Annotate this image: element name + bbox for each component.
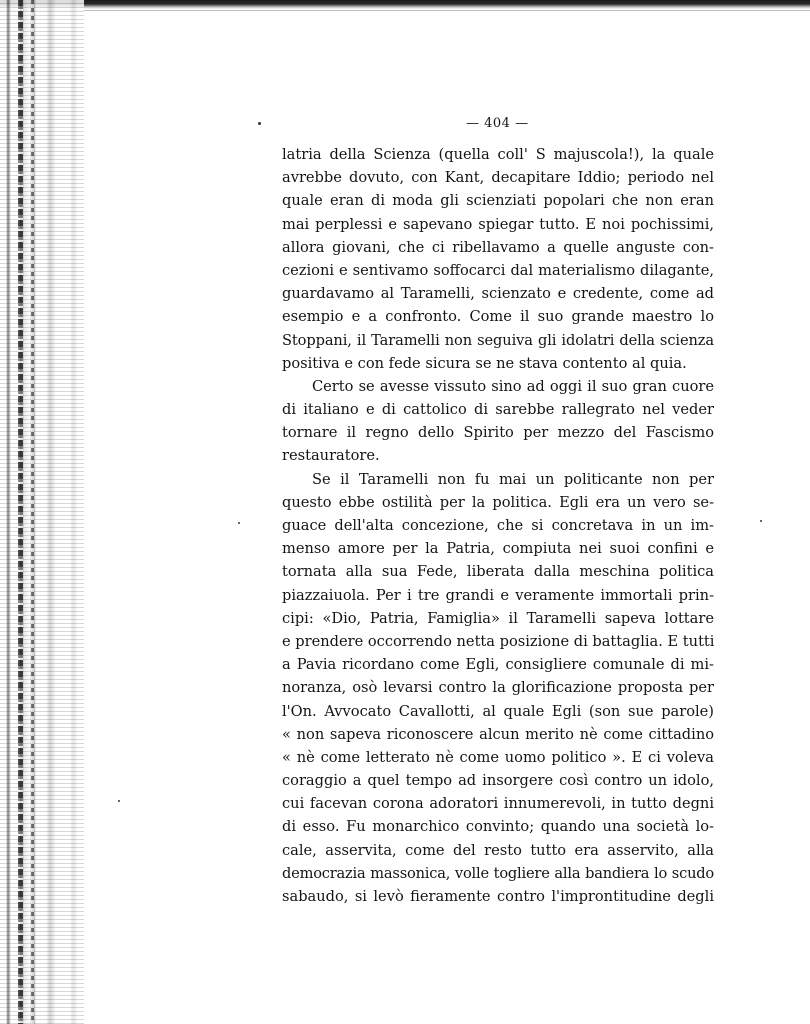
text-line: tornata alla sua Fede, liberata dalla meschina politica (282, 563, 714, 581)
text-line: guardavamo al Taramelli, scienzato e credente, come ad (282, 285, 714, 303)
text-line: menso amore per la Patria, compiuta nei suoi confini e (282, 540, 714, 558)
text-line: di italiano e di cattolico di sarebbe rallegrato nel veder (282, 401, 714, 419)
scan-speck (118, 800, 120, 802)
text-line: esempio e a confronto. Come il suo grande maestro lo (282, 308, 714, 326)
text-line: questo ebbe ostilità per la politica. Egli era un vero se- (282, 493, 714, 511)
text-line: restauratore. (282, 447, 380, 465)
text-line: piazzaiuola. Per i tre grandi e veramente immortali prin- (282, 586, 714, 604)
text-line: Certo se avesse vissuto sino ad oggi il suo gran cuore (312, 377, 714, 395)
scan-top-edge (0, 0, 810, 9)
scan-binding-stitch (18, 0, 23, 1024)
text-line: mai perplessi e sapevano spiegar tutto. E noi pochissimi, (282, 215, 714, 233)
text-line: noranza, osò levarsi contro la glorificazione proposta per (282, 679, 714, 697)
text-line: tornare il regno dello Spirito per mezzo del Fascismo (282, 424, 714, 442)
text-line: latria della Scienza (quella coll' S majuscola!), la quale (282, 146, 714, 163)
text-line: Se il Taramelli non fu mai un politicante non per (312, 470, 714, 488)
text-line: positiva e con fede sicura se ne stava contento al quia. (282, 354, 687, 372)
scan-speck (258, 122, 261, 125)
scan-speck (238, 522, 240, 524)
body-text (282, 143, 714, 908)
text-line: cezioni e sentivamo soffocarci dal materialismo dilagante, (282, 261, 714, 279)
scan-speck (760, 520, 762, 522)
text-line: l'On. Avvocato Cavallotti, al quale Egli (son sue parole) (282, 702, 714, 720)
text-line: « nè come letterato nè come uomo politico ». E ci voleva (282, 748, 714, 766)
scan-binding-shadow (0, 0, 84, 1024)
text-line: guace dell'alta concezione, che si concretava in un im- (282, 517, 714, 534)
page-number: — 404 — (466, 116, 529, 131)
text-line: a Pavia ricordano come Egli, consigliere comunale di mi- (282, 656, 714, 674)
text-line: Stoppani, il Taramelli non seguiva gli idolatri della scienza (282, 331, 714, 349)
text-line: « non sapeva riconoscere alcun merito nè come cittadino (282, 725, 714, 743)
text-line: coraggio a quel tempo ad insorgere così contro un idolo, (282, 772, 714, 790)
text-line: e prendere occorrendo netta posizione di battaglia. E tutti (282, 632, 714, 650)
text-line: cipi: «Dio, Patria, Famiglia» il Taramelli sapeva lottare (282, 609, 714, 627)
text-line: democrazia massonica, volle togliere alla bandiera lo scudo (282, 864, 714, 882)
text-line: allora giovani, che ci ribellavamo a quelle anguste con- (282, 238, 714, 256)
scan-top-rule (0, 10, 810, 11)
text-line: sabaudo, si levò fieramente contro l'improntitudine degli (282, 888, 714, 905)
text-line: cale, asservita, come del resto tutto era asservito, alla (282, 841, 714, 859)
text-line: quale eran di moda gli scienziati popolari che non eran (282, 192, 714, 210)
text-line: cui facevan corona adoratori innumerevoli, in tutto degni (282, 795, 714, 813)
text-line: di esso. Fu monarchico convinto; quando una società lo- (282, 818, 714, 836)
scan-binding-stitch-secondary (31, 0, 34, 1024)
text-line: avrebbe dovuto, con Kant, decapitare Iddio; periodo nel (282, 169, 714, 187)
